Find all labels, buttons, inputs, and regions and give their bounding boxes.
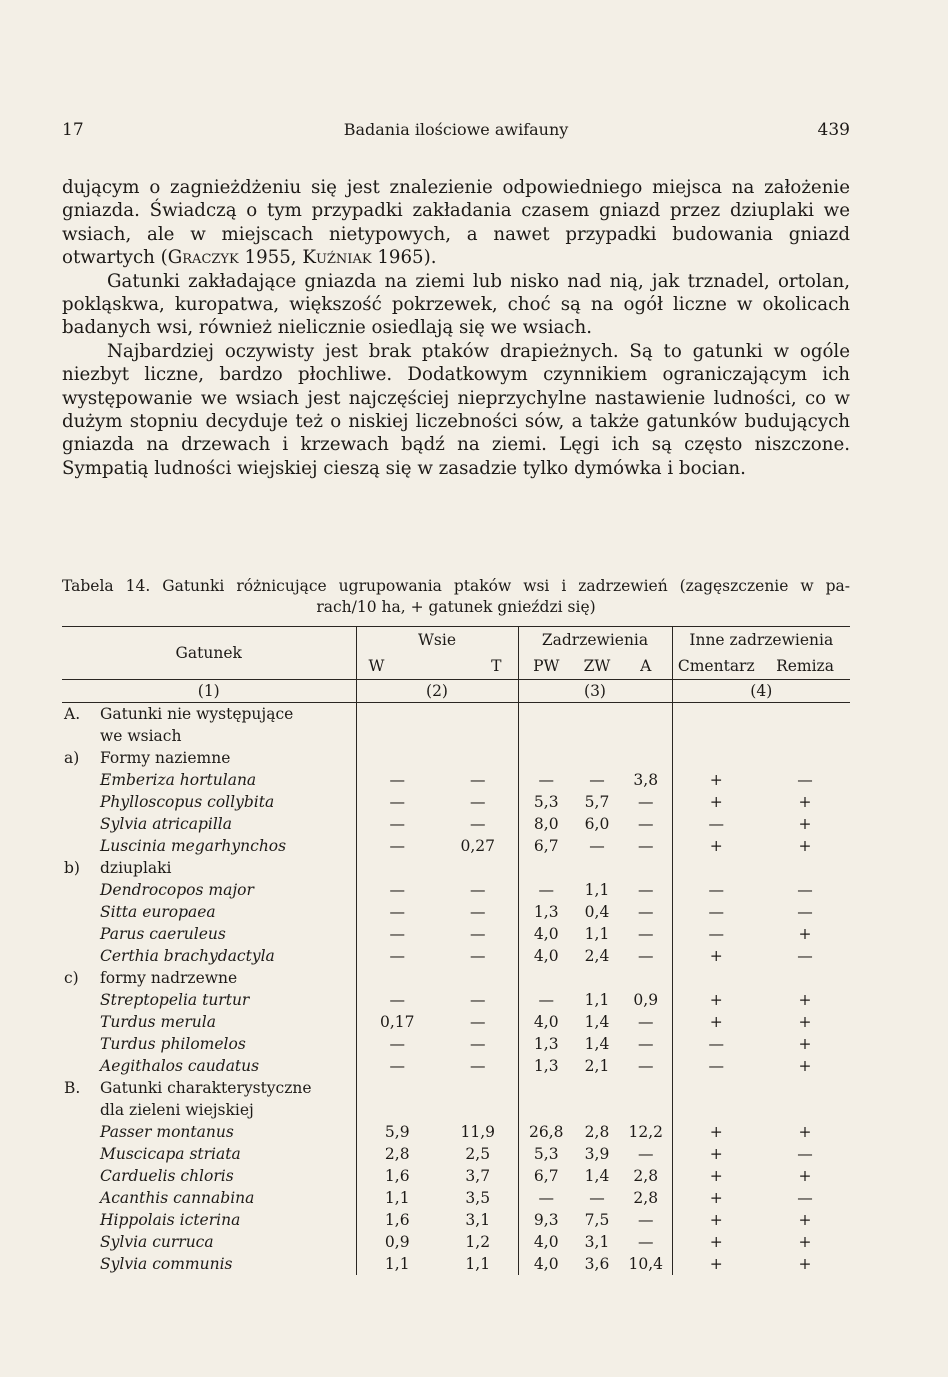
- cell-t: 1,1: [438, 1253, 518, 1275]
- cell-cmentarz: —: [708, 925, 725, 943]
- paragraph-3: Najbardziej oczywisty jest brak ptaków drapieżnych. Są to gatunki w ogóle niezbyt liczne, bardzo płochliwe. Dodatkowym czynnikiem ograniczającym ich występowanie we wsiach jest najczęściej nieprzychylne nastawienie ludności, co w dużym stopniu decyduje też o niskiej liczebności sów, a także gatunków budujących gniazda na drzewach i krzewach bądź na ziemi. Lęgi ich są często niszczone. Sympatią ludności wiejskiej cieszą się w zasadzie tylko dymówka i bocian.: [62, 340, 850, 479]
- cell-cmentarz: +: [709, 771, 723, 789]
- cell-cmentarz: +: [709, 1145, 723, 1163]
- table-row: [62, 901, 850, 923]
- cell-cmentarz: +: [709, 1189, 723, 1207]
- cell-t: 3,1: [438, 1209, 518, 1231]
- cell-pw: 1,3: [533, 1035, 559, 1053]
- table-group-row: [62, 747, 850, 769]
- table-group-row: [62, 1077, 850, 1099]
- cell-pw: 4,0: [533, 1255, 559, 1273]
- empty-cell: [518, 747, 672, 769]
- cell-zw: 3,9: [584, 1145, 610, 1163]
- column-number: (2): [356, 680, 518, 703]
- cell-w: —: [389, 1035, 405, 1053]
- table-row: [62, 1143, 850, 1165]
- cell-w: —: [389, 815, 405, 833]
- cell-zw: —: [589, 1189, 605, 1207]
- cell-t: —: [438, 989, 518, 1011]
- cell-a: —: [620, 791, 672, 813]
- cell-cmentarz: +: [709, 1013, 723, 1031]
- species-name: Sylvia curruca: [62, 1231, 356, 1253]
- cell-t: —: [438, 945, 518, 967]
- cell-cmentarz: —: [708, 815, 725, 833]
- table-group-row: [62, 1099, 850, 1121]
- cell-pw: 8,0: [533, 815, 559, 833]
- cell-remiza: +: [798, 1255, 812, 1273]
- table-group-row: [62, 703, 850, 726]
- cell-a: 12,2: [620, 1121, 672, 1143]
- cell-pw: 1,3: [533, 1057, 559, 1075]
- cell-remiza: —: [797, 1189, 813, 1207]
- species-name: Certhia brachydactyla: [62, 945, 356, 967]
- empty-cell: [518, 725, 672, 747]
- cell-zw: 1,1: [584, 925, 610, 943]
- group-marker: a): [64, 749, 80, 767]
- cell-pw: 4,0: [533, 1233, 559, 1251]
- table-row: [62, 1165, 850, 1187]
- group-label-cell: [62, 1077, 356, 1099]
- cell-a: 10,4: [620, 1253, 672, 1275]
- cell-cmentarz: +: [709, 1123, 723, 1141]
- cell-pw: 5,3: [533, 1145, 559, 1163]
- empty-cell: [518, 857, 672, 879]
- cell-w: 5,9: [384, 1123, 410, 1141]
- group-label-cell: [62, 857, 356, 879]
- species-name: Sitta europaea: [62, 901, 356, 923]
- caption-line-1: Tabela 14. Gatunki różnicujące ugrupowania ptaków wsi i zadrzewień (zagęszczenie w pa-: [62, 577, 850, 595]
- species-name: Sylvia communis: [62, 1253, 356, 1275]
- citation-author: Graczyk: [167, 247, 239, 269]
- cell-zw: 2,1: [584, 1057, 610, 1075]
- column-number-row: [62, 680, 850, 703]
- group-label-cell: [62, 725, 356, 747]
- page-number: 439: [817, 120, 850, 140]
- cell-a: —: [620, 1231, 672, 1253]
- empty-cell: [518, 703, 672, 726]
- col-header-wsie: Wsie: [356, 627, 518, 654]
- cell-t: —: [438, 879, 518, 901]
- col-header-zw: ZW: [574, 653, 620, 680]
- cell-t: —: [438, 901, 518, 923]
- cell-a: 3,8: [620, 769, 672, 791]
- empty-cell: [518, 967, 672, 989]
- cell-pw: 4,0: [533, 1013, 559, 1031]
- cell-a: —: [620, 1209, 672, 1231]
- cell-t: —: [438, 1055, 518, 1077]
- cell-remiza: +: [798, 815, 812, 833]
- header-title: Badania ilościowe awifauny: [343, 120, 569, 139]
- group-title: Gatunki nie występujące: [100, 705, 294, 723]
- cell-zw: —: [589, 837, 605, 855]
- cell-remiza: —: [797, 947, 813, 965]
- species-name: Parus caeruleus: [62, 923, 356, 945]
- cell-w: —: [389, 903, 405, 921]
- species-name: Carduelis chloris: [62, 1165, 356, 1187]
- table-row: [62, 1033, 850, 1055]
- col-header-zadrzewienia: Zadrzewienia: [518, 627, 672, 654]
- empty-cell: [672, 747, 850, 769]
- empty-cell: [356, 725, 518, 747]
- empty-cell: [672, 725, 850, 747]
- species-name: Streptopelia turtur: [62, 989, 356, 1011]
- species-name: Emberiza hortulana: [62, 769, 356, 791]
- cell-zw: 0,4: [584, 903, 610, 921]
- cell-a: 2,8: [620, 1165, 672, 1187]
- table-row: [62, 1187, 850, 1209]
- species-name: Hippolais icterina: [62, 1209, 356, 1231]
- cell-cmentarz: +: [709, 1211, 723, 1229]
- table-group-row: [62, 967, 850, 989]
- data-table: [62, 626, 850, 1275]
- column-number: (4): [672, 680, 850, 703]
- cell-zw: 3,1: [584, 1233, 610, 1251]
- group-label-cell: [62, 747, 356, 769]
- cell-a: —: [620, 1143, 672, 1165]
- empty-cell: [518, 1099, 672, 1121]
- cell-cmentarz: +: [709, 1167, 723, 1185]
- group-title: we wsiach: [100, 727, 182, 745]
- empty-cell: [356, 857, 518, 879]
- cell-cmentarz: +: [709, 793, 723, 811]
- cell-cmentarz: —: [708, 1035, 725, 1053]
- cell-a: —: [620, 901, 672, 923]
- table-row: [62, 989, 850, 1011]
- cell-remiza: —: [797, 903, 813, 921]
- cell-pw: 4,0: [533, 947, 559, 965]
- group-label-cell: [62, 703, 356, 726]
- cell-w: 0,9: [384, 1233, 410, 1251]
- table-row: [62, 791, 850, 813]
- cell-zw: 1,4: [584, 1167, 610, 1185]
- cell-t: —: [438, 769, 518, 791]
- cell-t: 2,5: [438, 1143, 518, 1165]
- header-left-number: 17: [62, 120, 84, 140]
- cell-a: —: [620, 835, 672, 857]
- cell-a: —: [620, 923, 672, 945]
- cell-w: 1,6: [384, 1211, 410, 1229]
- cell-remiza: +: [798, 837, 812, 855]
- paragraph-2: Gatunki zakładające gniazda na ziemi lub nisko nad nią, jak trznadel, ortolan, pokląskwa, kuropatwa, większość pokrzewek, choć są na ogół liczne w okolicach badanych wsi, również nielicznie osiedlają się we wsiach.: [62, 270, 850, 339]
- species-name: Passer montanus: [62, 1121, 356, 1143]
- group-marker: A.: [64, 705, 81, 723]
- table-caption: [62, 576, 850, 618]
- species-name: Muscicapa striata: [62, 1143, 356, 1165]
- table-row: [62, 923, 850, 945]
- cell-w: —: [389, 793, 405, 811]
- cell-zw: 7,5: [584, 1211, 610, 1229]
- cell-w: —: [389, 837, 405, 855]
- table-row: [62, 1011, 850, 1033]
- cell-a: —: [620, 1011, 672, 1033]
- table-row: [62, 1253, 850, 1275]
- group-label-cell: [62, 1099, 356, 1121]
- table-group-row: [62, 725, 850, 747]
- species-name: Sylvia atricapilla: [62, 813, 356, 835]
- table-row: [62, 1055, 850, 1077]
- empty-cell: [672, 1077, 850, 1099]
- cell-a: —: [620, 813, 672, 835]
- cell-remiza: +: [798, 1233, 812, 1251]
- cell-t: —: [438, 791, 518, 813]
- col-header-a: A: [620, 653, 672, 680]
- species-name: Dendrocopos major: [62, 879, 356, 901]
- table-row: [62, 879, 850, 901]
- cell-a: —: [620, 879, 672, 901]
- cell-pw: 4,0: [533, 925, 559, 943]
- species-name: Turdus philomelos: [62, 1033, 356, 1055]
- empty-cell: [356, 747, 518, 769]
- caption-line-2: rach/10 ha, + gatunek gnieździ się): [316, 598, 596, 616]
- cell-t: —: [438, 1033, 518, 1055]
- cell-t: —: [438, 923, 518, 945]
- col-header-w: W: [356, 653, 438, 680]
- cell-a: 2,8: [620, 1187, 672, 1209]
- cell-zw: 3,6: [584, 1255, 610, 1273]
- empty-cell: [356, 1077, 518, 1099]
- empty-cell: [356, 967, 518, 989]
- cell-t: 0,27: [438, 835, 518, 857]
- cell-cmentarz: +: [709, 837, 723, 855]
- table-row: [62, 835, 850, 857]
- group-marker: c): [64, 969, 79, 987]
- cell-pw: 6,7: [533, 837, 559, 855]
- cell-remiza: —: [797, 881, 813, 899]
- species-name: Acanthis cannabina: [62, 1187, 356, 1209]
- cell-pw: —: [538, 991, 554, 1009]
- cell-pw: —: [538, 881, 554, 899]
- cell-pw: 1,3: [533, 903, 559, 921]
- cell-a: 0,9: [620, 989, 672, 1011]
- empty-cell: [518, 1077, 672, 1099]
- cell-remiza: +: [798, 1057, 812, 1075]
- cell-remiza: +: [798, 793, 812, 811]
- group-marker: B.: [64, 1079, 81, 1097]
- table-row: [62, 945, 850, 967]
- table-row: [62, 769, 850, 791]
- cell-w: —: [389, 881, 405, 899]
- header-row-1: [62, 627, 850, 654]
- body-text: [62, 176, 850, 480]
- cell-remiza: +: [798, 991, 812, 1009]
- table-row: [62, 1209, 850, 1231]
- table-row: [62, 1121, 850, 1143]
- cell-remiza: —: [797, 1145, 813, 1163]
- column-number: (3): [518, 680, 672, 703]
- group-title: formy nadrzewne: [100, 969, 238, 987]
- cell-zw: 2,4: [584, 947, 610, 965]
- column-number: (1): [62, 680, 356, 703]
- empty-cell: [356, 1099, 518, 1121]
- col-header-inne: Inne zadrzewienia: [672, 627, 850, 654]
- cell-zw: 2,8: [584, 1123, 610, 1141]
- species-name: Phylloscopus collybita: [62, 791, 356, 813]
- table-row: [62, 813, 850, 835]
- cell-a: —: [620, 945, 672, 967]
- empty-cell: [672, 857, 850, 879]
- col-header-pw: PW: [518, 653, 574, 680]
- cell-w: 0,17: [379, 1013, 415, 1031]
- cell-remiza: —: [797, 771, 813, 789]
- cell-zw: 1,1: [584, 881, 610, 899]
- cell-remiza: +: [798, 1167, 812, 1185]
- cell-remiza: +: [798, 925, 812, 943]
- species-name: Aegithalos caudatus: [62, 1055, 356, 1077]
- cell-cmentarz: —: [708, 881, 725, 899]
- cell-w: —: [389, 771, 405, 789]
- cell-remiza: +: [798, 1123, 812, 1141]
- empty-cell: [672, 703, 850, 726]
- group-marker: b): [64, 859, 80, 877]
- cell-pw: —: [538, 1189, 554, 1207]
- cell-t: 3,7: [438, 1165, 518, 1187]
- cell-t: 1,2: [438, 1231, 518, 1253]
- cell-w: 2,8: [384, 1145, 410, 1163]
- cell-w: 1,1: [384, 1189, 410, 1207]
- cell-zw: 1,1: [584, 991, 610, 1009]
- cell-w: —: [389, 947, 405, 965]
- cell-w: —: [389, 1057, 405, 1075]
- cell-zw: 5,7: [584, 793, 610, 811]
- cell-cmentarz: +: [709, 947, 723, 965]
- cell-cmentarz: —: [708, 1057, 725, 1075]
- cell-cmentarz: +: [709, 1233, 723, 1251]
- cell-a: —: [620, 1055, 672, 1077]
- cell-t: 11,9: [438, 1121, 518, 1143]
- cell-pw: 26,8: [528, 1123, 564, 1141]
- cell-zw: 6,0: [584, 815, 610, 833]
- empty-cell: [672, 967, 850, 989]
- species-name: Turdus merula: [62, 1011, 356, 1033]
- cell-remiza: +: [798, 1211, 812, 1229]
- cell-w: —: [389, 925, 405, 943]
- cell-remiza: +: [798, 1013, 812, 1031]
- cell-pw: —: [538, 771, 554, 789]
- group-title: dziuplaki: [100, 859, 172, 877]
- species-name: Luscinia megarhynchos: [62, 835, 356, 857]
- citation-author: Kuźniak: [302, 247, 372, 269]
- col-header-t: T: [438, 653, 518, 680]
- table-group-row: [62, 857, 850, 879]
- cell-cmentarz: +: [709, 1255, 723, 1273]
- cell-pw: 5,3: [533, 793, 559, 811]
- cell-pw: 9,3: [533, 1211, 559, 1229]
- cell-zw: 1,4: [584, 1035, 610, 1053]
- group-title: Formy naziemne: [100, 749, 231, 767]
- table-row: [62, 1231, 850, 1253]
- cell-t: —: [438, 813, 518, 835]
- cell-cmentarz: +: [709, 991, 723, 1009]
- cell-w: 1,1: [384, 1255, 410, 1273]
- cell-w: —: [389, 991, 405, 1009]
- group-title: dla zieleni wiejskiej: [100, 1101, 254, 1119]
- cell-w: 1,6: [384, 1167, 410, 1185]
- col-header-cmentarz: Cmentarz: [672, 653, 760, 680]
- cell-t: 3,5: [438, 1187, 518, 1209]
- col-header-remiza: Remiza: [760, 653, 850, 680]
- cell-zw: —: [589, 771, 605, 789]
- cell-zw: 1,4: [584, 1013, 610, 1031]
- paragraph-1: dującym o zagnieżdżeniu się jest znalezienie odpowiedniego miejsca na założenie gniazda. Świadczą o tym przypadki zakładania czasem gniazd przez dziuplaki we wsiach, ale w miejscach nietypowych, a nawet przypadki budowania gniazd otwartych (Graczyk 1955, Kuźniak 1965).: [62, 177, 850, 269]
- cell-cmentarz: —: [708, 903, 725, 921]
- empty-cell: [672, 1099, 850, 1121]
- cell-t: —: [438, 1011, 518, 1033]
- group-title: Gatunki charakterystyczne: [100, 1079, 312, 1097]
- group-label-cell: [62, 967, 356, 989]
- empty-cell: [356, 703, 518, 726]
- cell-remiza: +: [798, 1035, 812, 1053]
- cell-a: —: [620, 1033, 672, 1055]
- col-header-gatunek: Gatunek: [62, 627, 356, 680]
- cell-pw: 6,7: [533, 1167, 559, 1185]
- running-header: [62, 120, 850, 144]
